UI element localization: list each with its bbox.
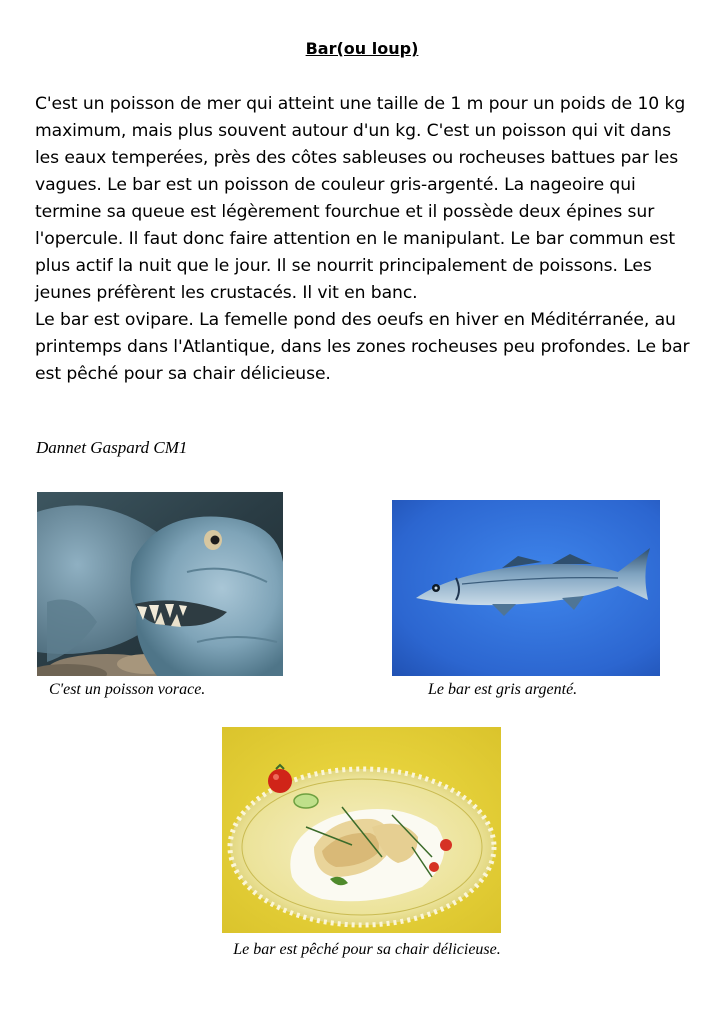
voracious-fish-image (37, 492, 283, 676)
caption-cooked-bass: Le bar est pêché pour sa chair délicieuse. (233, 941, 501, 958)
author-signature: Dannet Gaspard CM1 (36, 438, 188, 457)
cooked-bass-image (222, 727, 501, 933)
photo-silver-bass (392, 500, 660, 676)
photo-cooked-bass (222, 727, 501, 933)
article-body (35, 91, 700, 388)
document-title: Bar(ou loup) (305, 39, 419, 58)
silver-bass-image (392, 500, 660, 676)
paragraph-description: C'est un poisson de mer qui atteint une taille de 1 m pour un poids de 10 kg maximum, mais plus souvent autour d'un kg. C'est un poisson qui vit dans les eaux temperées, près des côtes sableuses ou rocheuses battues par les vagues. Le bar est un poisson de couleur gris-argenté. La nageoire qui termine sa queue est légèrement fourchue et il possède deux épines sur l'opercule. Il faut donc faire attention en le manipulant. Le bar commun est plus actif la nuit que le jour. Il se nourrit principalement de poissons. Les jeunes préfèrent les crustacés. Il vit en banc. (35, 94, 686, 303)
paragraph-reproduction: Le bar est ovipare. La femelle pond des oeufs en hiver en Méditérranée, au printemps dans l'Atlantique, dans les zones rocheuses peu profondes. Le bar est pêché pour sa chair délicieuse. (35, 310, 690, 384)
photo-voracious-fish (37, 492, 283, 676)
caption-silver-bass: Le bar est gris argenté. (428, 681, 578, 698)
caption-voracious-fish: C'est un poisson vorace. (49, 681, 206, 698)
